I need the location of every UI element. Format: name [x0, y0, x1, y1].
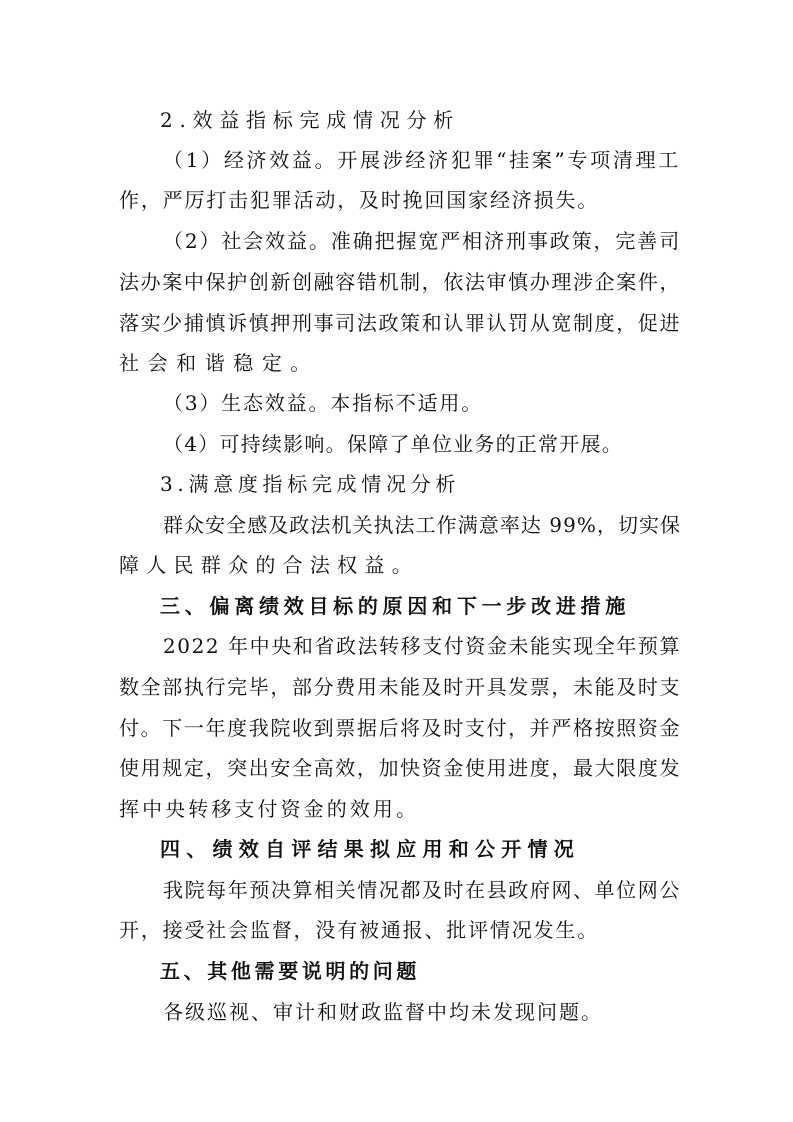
paragraph-line: （1）经济效益。开展涉经济犯罪“挂案”专项清理工	[163, 148, 681, 172]
paragraph-line: 数全部执行完毕，部分费用未能及时开具发票，未能及时支	[119, 675, 682, 699]
paragraph-line: （4）可持续影响。保障了单位业务的正常开展。	[163, 432, 624, 456]
paragraph-line: 付。下一年度我院收到票据后将及时支付，并严格按照资金	[119, 716, 682, 740]
paragraph-line: 障人民群众的合法权益。	[119, 553, 419, 577]
chapter-4-heading: 四、绩效自评结果拟应用和公开情况	[160, 837, 580, 861]
paragraph-line: 挥中央转移支付资金的效用。	[119, 797, 420, 821]
paragraph-line: 落实少捕慎诉慎押刑事司法政策和认罪认罚从宽制度，促进	[119, 311, 682, 335]
paragraph-line: 作，严厉打击犯罪活动，及时挽回国家经济损失。	[119, 188, 600, 212]
paragraph-line: 群众安全感及政法机关执法工作满意率达 99%，切实保	[163, 513, 682, 537]
chapter-3-heading: 三、偏离绩效目标的原因和下一步改进措施	[160, 594, 631, 618]
paragraph-line: （2）社会效益。准确把握宽严相济刑事政策，完善司	[163, 229, 682, 253]
paragraph-line: 各级巡视、审计和财政监督中均未发现问题。	[163, 1000, 603, 1024]
paragraph-line: 我院每年预决算相关情况都及时在县政府网、单位网公	[163, 878, 681, 902]
paragraph-line: 开，接受社会监督，没有被通报、批评情况发生。	[119, 918, 600, 942]
section-3-heading: 3.满意度指标完成情况分析	[160, 472, 461, 496]
paragraph-line: （3）生态效益。本指标不适用。	[163, 391, 484, 415]
paragraph-line: 使用规定，突出安全高效，加快资金使用进度，最大限度发	[119, 756, 682, 780]
paragraph-line: 社会和谐稳定。	[119, 351, 319, 375]
section-2-heading: 2.效益指标完成情况分析	[160, 108, 460, 132]
paragraph-line: 法办案中保护创新创融容错机制，依法审慎办理涉企案件，	[119, 270, 682, 294]
paragraph-line: 2022 年中央和省政法转移支付资金未能实现全年预算	[163, 634, 682, 658]
chapter-5-heading: 五、其他需要说明的问题	[160, 959, 421, 983]
